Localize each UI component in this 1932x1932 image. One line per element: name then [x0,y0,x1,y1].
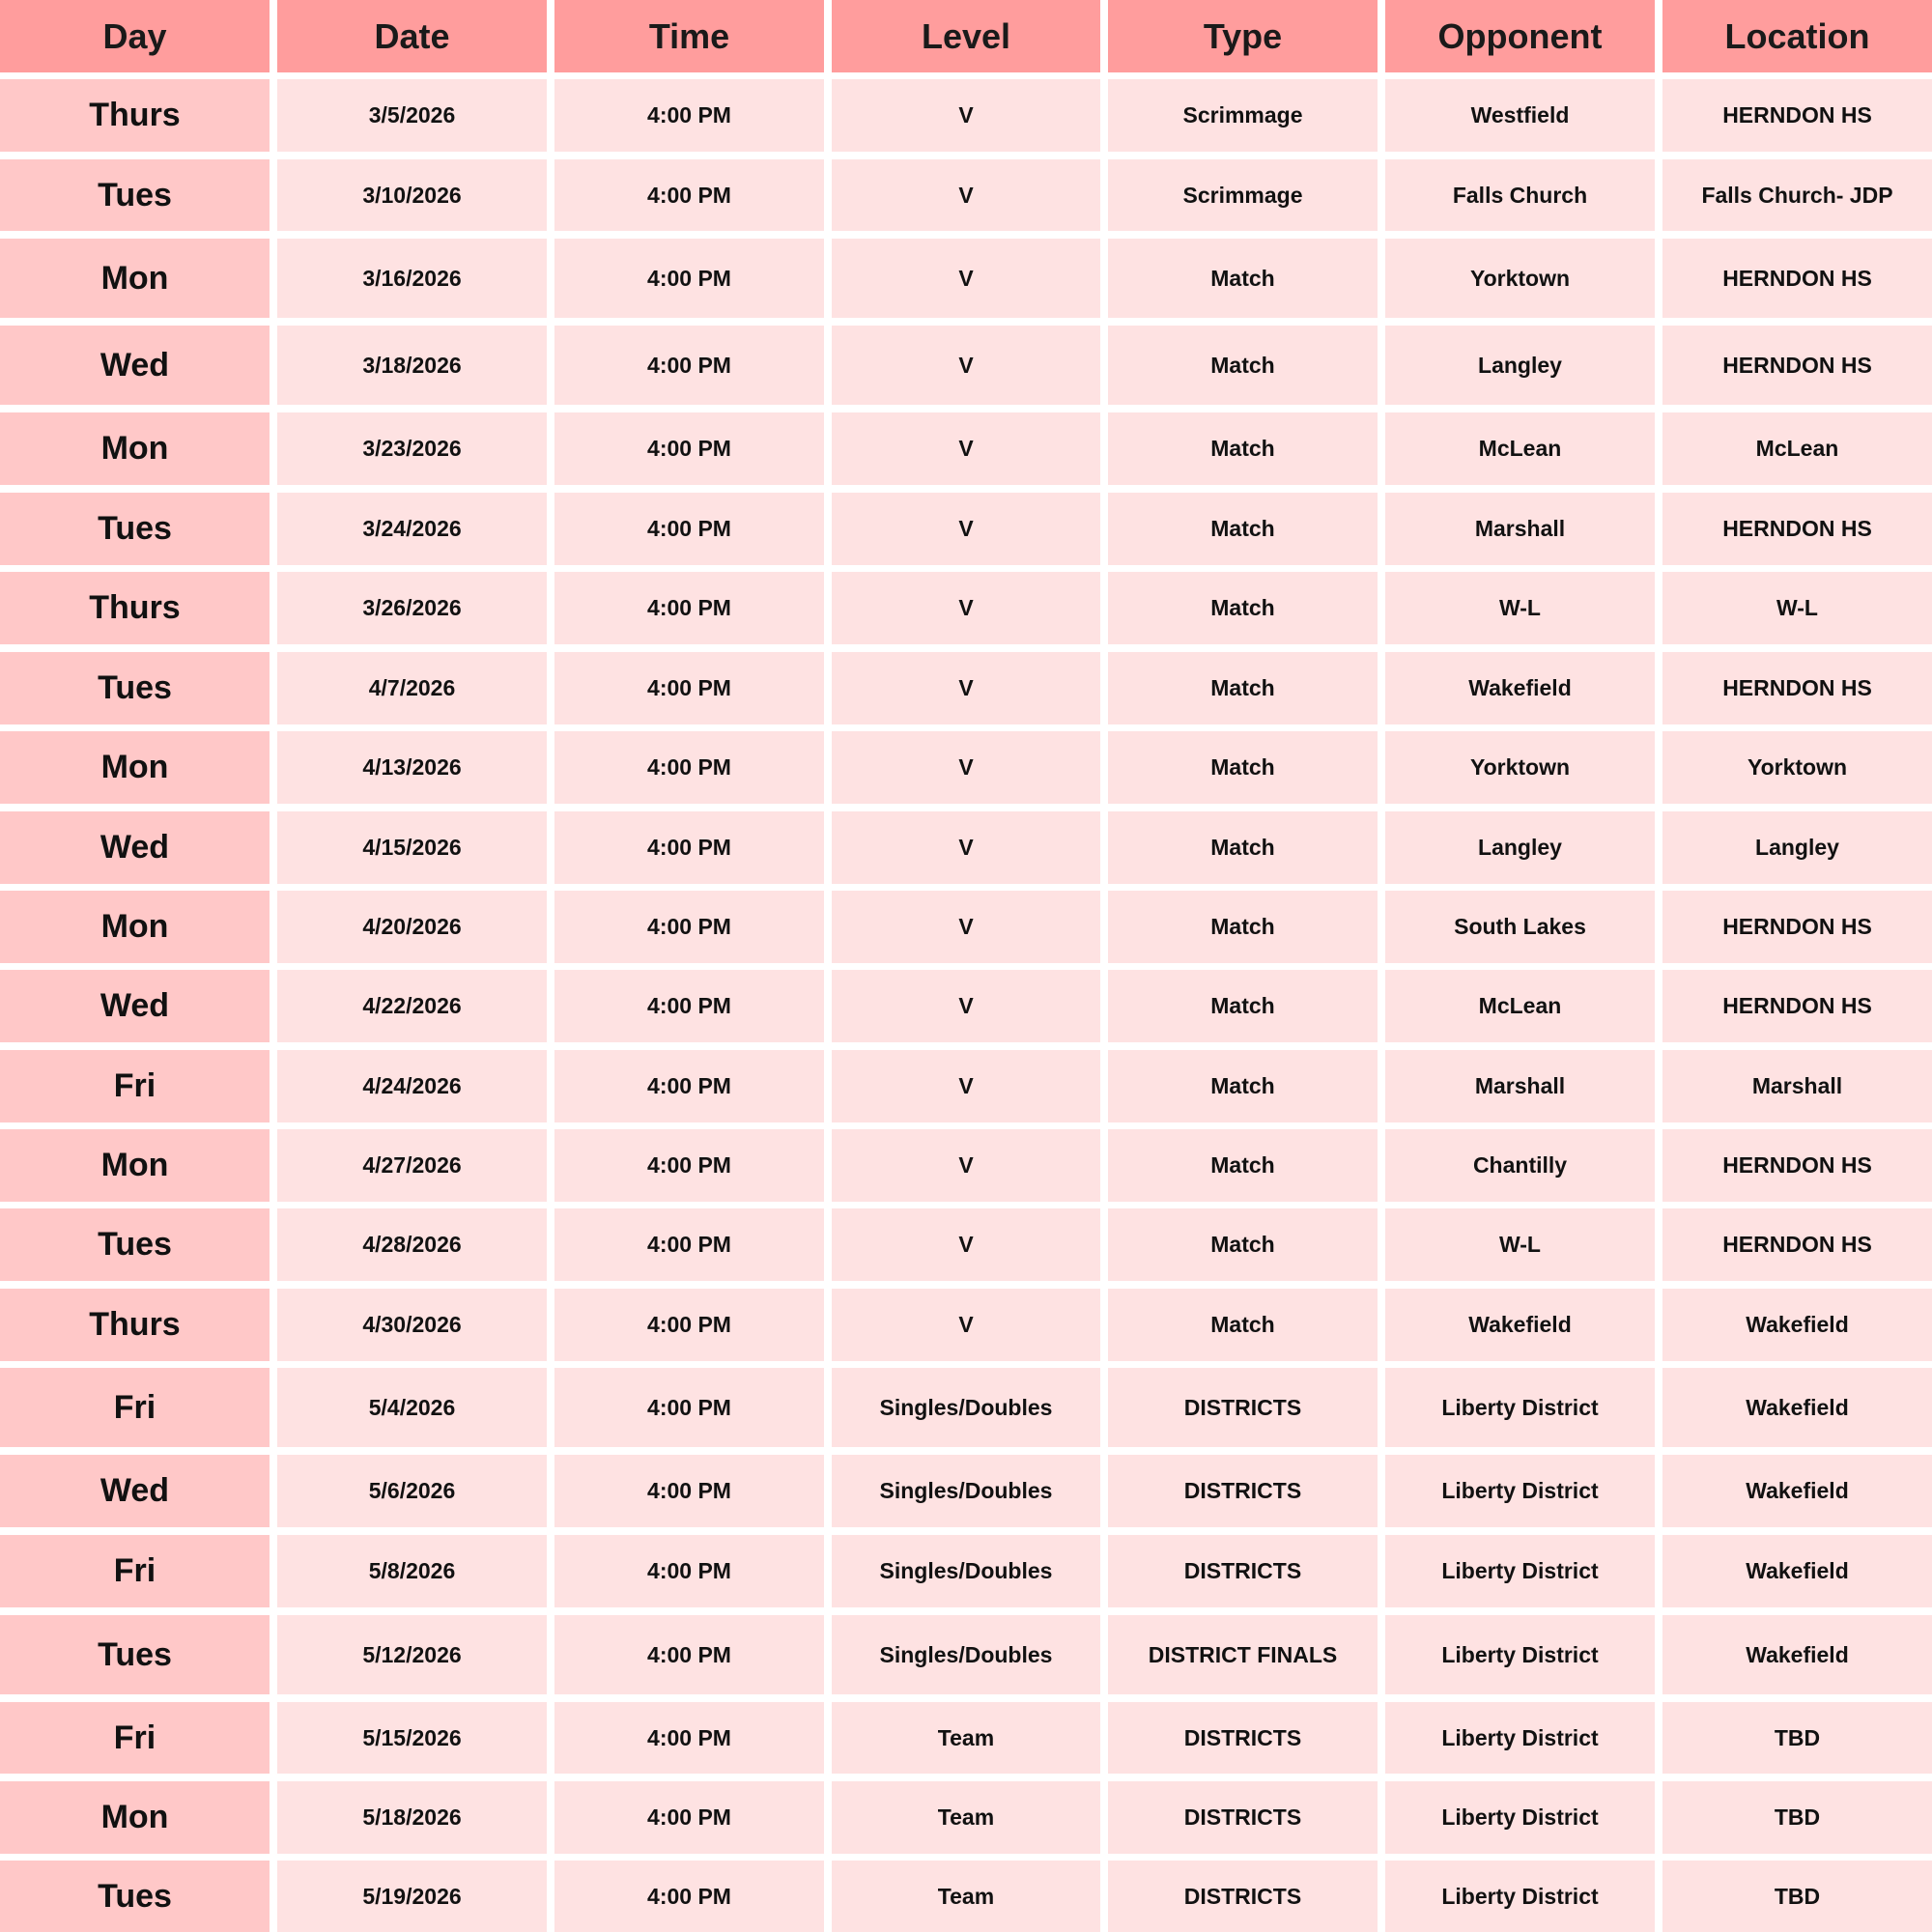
cell-date: 5/6/2026 [277,1455,547,1527]
cell-opponent: Liberty District [1385,1368,1655,1447]
cell-type: DISTRICTS [1108,1861,1378,1932]
cell-time: 4:00 PM [554,1050,824,1122]
cell-day: Tues [0,652,270,724]
cell-type: Scrimmage [1108,79,1378,152]
cell-time: 4:00 PM [554,1861,824,1932]
cell-date: 5/12/2026 [277,1615,547,1694]
cell-time: 4:00 PM [554,412,824,485]
cell-opponent: South Lakes [1385,891,1655,963]
cell-location: HERNDON HS [1662,493,1932,565]
column-header-level: Level [832,0,1100,72]
cell-opponent: Liberty District [1385,1702,1655,1774]
cell-level: V [832,1208,1100,1281]
cell-opponent: Liberty District [1385,1615,1655,1694]
cell-time: 4:00 PM [554,1368,824,1447]
cell-level: V [832,159,1100,231]
cell-time: 4:00 PM [554,493,824,565]
cell-level: Singles/Doubles [832,1615,1100,1694]
cell-location: Falls Church- JDP [1662,159,1932,231]
cell-opponent: McLean [1385,412,1655,485]
cell-location: McLean [1662,412,1932,485]
cell-level: Team [832,1861,1100,1932]
cell-level: V [832,891,1100,963]
cell-time: 4:00 PM [554,1535,824,1607]
cell-date: 3/10/2026 [277,159,547,231]
cell-type: Match [1108,1050,1378,1122]
cell-level: Team [832,1702,1100,1774]
cell-opponent: Langley [1385,326,1655,405]
cell-day: Mon [0,412,270,485]
cell-date: 3/16/2026 [277,239,547,318]
cell-day: Thurs [0,572,270,644]
cell-opponent: W-L [1385,1208,1655,1281]
column-header-date: Date [277,0,547,72]
cell-type: Match [1108,891,1378,963]
cell-level: Singles/Doubles [832,1535,1100,1607]
cell-location: Langley [1662,811,1932,884]
cell-time: 4:00 PM [554,891,824,963]
cell-opponent: W-L [1385,572,1655,644]
cell-type: Match [1108,326,1378,405]
cell-location: Marshall [1662,1050,1932,1122]
cell-day: Wed [0,1455,270,1527]
cell-level: V [832,652,1100,724]
cell-type: Match [1108,412,1378,485]
cell-time: 4:00 PM [554,1129,824,1202]
cell-level: V [832,493,1100,565]
cell-level: V [832,572,1100,644]
cell-day: Fri [0,1368,270,1447]
column-header-time: Time [554,0,824,72]
cell-type: Match [1108,652,1378,724]
cell-day: Thurs [0,79,270,152]
cell-type: DISTRICTS [1108,1455,1378,1527]
cell-day: Mon [0,1129,270,1202]
cell-date: 5/8/2026 [277,1535,547,1607]
cell-time: 4:00 PM [554,572,824,644]
column-header-day: Day [0,0,270,72]
cell-level: V [832,239,1100,318]
cell-type: DISTRICTS [1108,1781,1378,1854]
cell-location: Wakefield [1662,1289,1932,1361]
cell-type: DISTRICT FINALS [1108,1615,1378,1694]
cell-type: DISTRICTS [1108,1535,1378,1607]
cell-location: HERNDON HS [1662,1129,1932,1202]
cell-level: V [832,811,1100,884]
cell-date: 4/13/2026 [277,731,547,804]
cell-type: Match [1108,1208,1378,1281]
cell-time: 4:00 PM [554,1289,824,1361]
cell-date: 4/20/2026 [277,891,547,963]
cell-opponent: Liberty District [1385,1535,1655,1607]
cell-opponent: Chantilly [1385,1129,1655,1202]
cell-date: 4/28/2026 [277,1208,547,1281]
cell-time: 4:00 PM [554,1615,824,1694]
cell-type: Match [1108,239,1378,318]
cell-location: HERNDON HS [1662,79,1932,152]
cell-day: Mon [0,239,270,318]
cell-opponent: Yorktown [1385,731,1655,804]
cell-level: V [832,79,1100,152]
cell-day: Tues [0,1615,270,1694]
cell-opponent: Falls Church [1385,159,1655,231]
cell-level: V [832,731,1100,804]
cell-day: Tues [0,493,270,565]
cell-location: Wakefield [1662,1535,1932,1607]
cell-time: 4:00 PM [554,1208,824,1281]
cell-day: Fri [0,1702,270,1774]
cell-level: V [832,412,1100,485]
cell-opponent: Liberty District [1385,1455,1655,1527]
cell-day: Fri [0,1050,270,1122]
cell-location: TBD [1662,1861,1932,1932]
cell-day: Mon [0,731,270,804]
column-header-type: Type [1108,0,1378,72]
cell-opponent: Liberty District [1385,1861,1655,1932]
cell-level: V [832,326,1100,405]
cell-day: Tues [0,1208,270,1281]
cell-date: 4/24/2026 [277,1050,547,1122]
cell-date: 5/19/2026 [277,1861,547,1932]
cell-opponent: McLean [1385,970,1655,1042]
cell-level: V [832,1050,1100,1122]
cell-type: Match [1108,1289,1378,1361]
cell-opponent: Marshall [1385,493,1655,565]
cell-date: 5/18/2026 [277,1781,547,1854]
cell-level: V [832,1289,1100,1361]
cell-opponent: Liberty District [1385,1781,1655,1854]
cell-opponent: Yorktown [1385,239,1655,318]
cell-location: Yorktown [1662,731,1932,804]
cell-type: DISTRICTS [1108,1368,1378,1447]
cell-location: HERNDON HS [1662,891,1932,963]
column-header-opponent: Opponent [1385,0,1655,72]
cell-date: 3/5/2026 [277,79,547,152]
cell-time: 4:00 PM [554,652,824,724]
cell-location: HERNDON HS [1662,239,1932,318]
cell-date: 4/22/2026 [277,970,547,1042]
cell-day: Mon [0,1781,270,1854]
cell-location: Wakefield [1662,1455,1932,1527]
cell-time: 4:00 PM [554,326,824,405]
cell-time: 4:00 PM [554,1455,824,1527]
cell-time: 4:00 PM [554,811,824,884]
cell-type: DISTRICTS [1108,1702,1378,1774]
cell-time: 4:00 PM [554,731,824,804]
cell-date: 3/18/2026 [277,326,547,405]
cell-time: 4:00 PM [554,79,824,152]
cell-location: W-L [1662,572,1932,644]
cell-day: Wed [0,970,270,1042]
cell-opponent: Langley [1385,811,1655,884]
cell-time: 4:00 PM [554,239,824,318]
cell-level: V [832,1129,1100,1202]
cell-type: Match [1108,811,1378,884]
cell-location: Wakefield [1662,1615,1932,1694]
cell-day: Tues [0,159,270,231]
cell-date: 5/15/2026 [277,1702,547,1774]
cell-location: HERNDON HS [1662,326,1932,405]
cell-type: Match [1108,493,1378,565]
cell-day: Fri [0,1535,270,1607]
cell-level: Team [832,1781,1100,1854]
cell-date: 4/7/2026 [277,652,547,724]
cell-type: Match [1108,1129,1378,1202]
cell-location: TBD [1662,1702,1932,1774]
cell-time: 4:00 PM [554,1781,824,1854]
cell-location: TBD [1662,1781,1932,1854]
cell-location: HERNDON HS [1662,652,1932,724]
cell-type: Scrimmage [1108,159,1378,231]
cell-date: 4/27/2026 [277,1129,547,1202]
cell-date: 4/30/2026 [277,1289,547,1361]
cell-opponent: Marshall [1385,1050,1655,1122]
cell-location: HERNDON HS [1662,970,1932,1042]
cell-location: Wakefield [1662,1368,1932,1447]
cell-date: 4/15/2026 [277,811,547,884]
cell-date: 3/24/2026 [277,493,547,565]
cell-opponent: Westfield [1385,79,1655,152]
cell-date: 3/23/2026 [277,412,547,485]
cell-opponent: Wakefield [1385,1289,1655,1361]
cell-time: 4:00 PM [554,159,824,231]
cell-opponent: Wakefield [1385,652,1655,724]
cell-level: V [832,970,1100,1042]
cell-day: Wed [0,811,270,884]
cell-day: Tues [0,1861,270,1932]
cell-day: Wed [0,326,270,405]
cell-date: 3/26/2026 [277,572,547,644]
cell-level: Singles/Doubles [832,1455,1100,1527]
cell-day: Mon [0,891,270,963]
cell-time: 4:00 PM [554,970,824,1042]
cell-type: Match [1108,970,1378,1042]
cell-location: HERNDON HS [1662,1208,1932,1281]
cell-time: 4:00 PM [554,1702,824,1774]
cell-date: 5/4/2026 [277,1368,547,1447]
cell-level: Singles/Doubles [832,1368,1100,1447]
cell-day: Thurs [0,1289,270,1361]
column-header-location: Location [1662,0,1932,72]
cell-type: Match [1108,572,1378,644]
cell-type: Match [1108,731,1378,804]
